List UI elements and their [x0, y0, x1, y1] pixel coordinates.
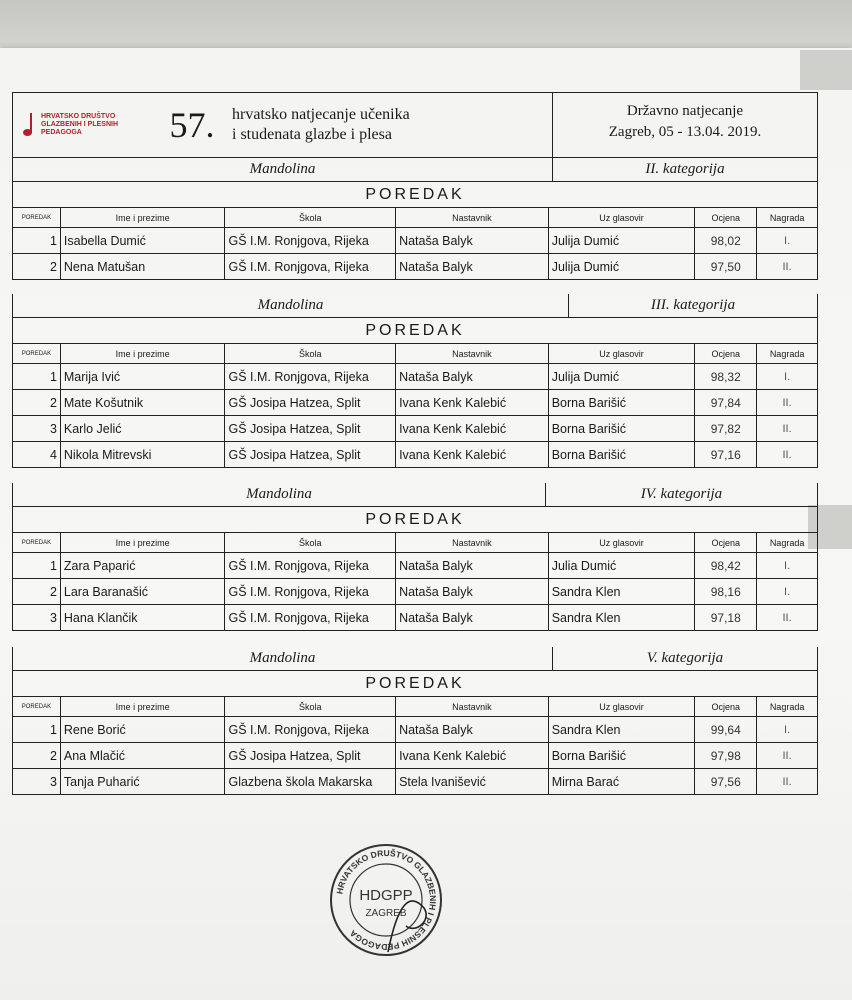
column-header-award: Nagrada	[769, 348, 805, 359]
column-header-teacher: Nastavnik	[396, 533, 549, 552]
instrument-name: Mandolina	[13, 158, 553, 181]
poredak-heading: POREDAK	[365, 321, 465, 339]
grade-cell: 98,32	[695, 364, 757, 389]
award-cell: I.	[784, 559, 791, 572]
result-row	[12, 390, 818, 416]
category-label: III. kategorija	[650, 297, 736, 313]
title-line: hrvatsko natjecanje učenika	[232, 106, 410, 123]
school-cell: GŠ I.M. Ronjgova, Rijeka	[225, 228, 396, 253]
competition-title	[226, 105, 410, 145]
name-cell: Isabella Dumić	[61, 228, 226, 253]
rank-cell: 3	[13, 416, 61, 441]
accompanist-cell: Borna Barišić	[549, 416, 696, 441]
column-header-teacher: Nastavnik	[396, 697, 549, 716]
name-cell: Nena Matušan	[61, 254, 226, 279]
section-instrument-row	[12, 647, 818, 671]
stamp-center-bottom: ZAGREB	[365, 908, 407, 919]
event-place-date: Zagreb, 05 - 13.04. 2019.	[608, 124, 762, 140]
instrument-name: Mandolina	[13, 294, 569, 317]
result-row	[12, 228, 818, 254]
grade-cell: 99,64	[695, 717, 757, 742]
column-header-award: Nagrada	[769, 537, 805, 548]
instrument-name: Mandolina	[13, 647, 553, 670]
name-cell: Nikola Mitrevski	[61, 442, 226, 467]
teacher-cell: Ivana Kenk Kalebić	[396, 743, 549, 768]
accompanist-cell: Mirna Barać	[549, 769, 696, 794]
teacher-cell: Nataša Balyk	[396, 254, 549, 279]
result-row	[12, 717, 818, 743]
name-cell: Rene Borić	[61, 717, 226, 742]
result-row	[12, 743, 818, 769]
column-header-award: Nagrada	[769, 701, 805, 712]
grade-cell: 97,84	[695, 390, 757, 415]
rank-cell: 2	[13, 743, 61, 768]
poredak-heading: POREDAK	[365, 510, 465, 528]
name-cell: Hana Klančik	[61, 605, 226, 630]
rank-cell: 2	[13, 579, 61, 604]
competition-number: 57.	[169, 105, 215, 145]
result-row	[12, 442, 818, 468]
logo-line: HRVATSKO DRUŠTVO	[41, 113, 116, 120]
teacher-cell: Nataša Balyk	[396, 579, 549, 604]
music-note-icon	[21, 111, 37, 139]
grade-cell: 97,98	[695, 743, 757, 768]
column-header-accompanist: Uz glasovir	[549, 697, 696, 716]
award-cell: II.	[782, 448, 792, 461]
section-instrument-row	[12, 483, 818, 507]
grade-cell: 97,56	[695, 769, 757, 794]
section-instrument-row	[12, 294, 818, 318]
school-cell: GŠ I.M. Ronjgova, Rijeka	[225, 605, 396, 630]
award-cell: II.	[782, 749, 792, 762]
accompanist-cell: Borna Barišić	[549, 390, 696, 415]
name-cell: Mate Košutnik	[61, 390, 226, 415]
column-header-poredak: POREDAK	[13, 533, 61, 552]
column-header-row	[12, 208, 818, 228]
school-cell: GŠ I.M. Ronjgova, Rijeka	[225, 717, 396, 742]
column-header-grade: Ocjena	[695, 208, 757, 227]
header-left	[13, 93, 553, 157]
school-cell: GŠ I.M. Ronjgova, Rijeka	[225, 553, 396, 578]
category-label: V. kategorija	[646, 650, 724, 666]
document-header	[12, 92, 818, 158]
teacher-cell: Stela Ivanišević	[396, 769, 549, 794]
result-row	[12, 553, 818, 579]
column-header-name: Ime i prezime	[61, 208, 226, 227]
result-row	[12, 769, 818, 795]
title-line: i studenata glazbe i plesa	[232, 126, 392, 143]
award-cell: II.	[782, 260, 792, 273]
column-header-poredak: POREDAK	[13, 208, 61, 227]
column-header-poredak: POREDAK	[13, 344, 61, 363]
column-header-name: Ime i prezime	[61, 533, 226, 552]
rank-cell: 2	[13, 390, 61, 415]
column-header-school: Škola	[225, 697, 396, 716]
category-label: IV. kategorija	[640, 486, 723, 502]
grade-cell: 97,50	[695, 254, 757, 279]
school-cell: GŠ I.M. Ronjgova, Rijeka	[225, 364, 396, 389]
accompanist-cell: Julija Dumić	[549, 228, 696, 253]
school-cell: GŠ Josipa Hatzea, Split	[225, 416, 396, 441]
grade-cell: 98,02	[695, 228, 757, 253]
result-row	[12, 605, 818, 631]
name-cell: Zara Paparić	[61, 553, 226, 578]
poredak-row	[12, 507, 818, 533]
result-row	[12, 416, 818, 442]
award-cell: II.	[782, 396, 792, 409]
award-cell: II.	[782, 775, 792, 788]
rank-cell: 1	[13, 364, 61, 389]
poredak-heading: POREDAK	[365, 674, 465, 692]
award-cell: II.	[782, 611, 792, 624]
rank-cell: 2	[13, 254, 61, 279]
column-header-poredak: POREDAK	[13, 697, 61, 716]
column-header-teacher: Nastavnik	[396, 208, 549, 227]
column-header-award: Nagrada	[769, 212, 805, 223]
column-header-row	[12, 344, 818, 364]
accompanist-cell: Sandra Klen	[549, 717, 696, 742]
column-header-school: Škola	[225, 208, 396, 227]
award-cell: I.	[784, 234, 791, 247]
stamp-ring-text: HRVATSKO DRUŠTVO GLAZBENIH I PLESNIH PEDAGOGA	[334, 847, 439, 953]
teacher-cell: Nataša Balyk	[396, 364, 549, 389]
poredak-row	[12, 671, 818, 697]
teacher-cell: Ivana Kenk Kalebić	[396, 416, 549, 441]
official-stamp	[328, 842, 444, 958]
result-row	[12, 364, 818, 390]
category-label: II. kategorija	[645, 161, 725, 177]
teacher-cell: Nataša Balyk	[396, 228, 549, 253]
rank-cell: 3	[13, 769, 61, 794]
teacher-cell: Nataša Balyk	[396, 553, 549, 578]
rank-cell: 4	[13, 442, 61, 467]
logo-line: PEDAGOGA	[41, 129, 82, 136]
accompanist-cell: Sandra Klen	[549, 579, 696, 604]
column-header-teacher: Nastavnik	[396, 344, 549, 363]
event-name: Državno natjecanje	[626, 103, 744, 119]
column-header-grade: Ocjena	[695, 533, 757, 552]
grade-cell: 97,16	[695, 442, 757, 467]
column-header-row	[12, 533, 818, 553]
school-cell: Glazbena škola Makarska	[225, 769, 396, 794]
section-instrument-row	[12, 158, 818, 182]
poredak-row	[12, 182, 818, 208]
teacher-cell: Nataša Balyk	[396, 605, 549, 630]
rank-cell: 3	[13, 605, 61, 630]
award-cell: I.	[784, 585, 791, 598]
grade-cell: 97,82	[695, 416, 757, 441]
school-cell: GŠ I.M. Ronjgova, Rijeka	[225, 254, 396, 279]
name-cell: Ana Mlačić	[61, 743, 226, 768]
poredak-heading: POREDAK	[365, 185, 465, 203]
accompanist-cell: Sandra Klen	[549, 605, 696, 630]
award-cell: I.	[784, 370, 791, 383]
column-header-school: Škola	[225, 533, 396, 552]
teacher-cell: Ivana Kenk Kalebić	[396, 442, 549, 467]
award-cell: I.	[784, 723, 791, 736]
poredak-row	[12, 318, 818, 344]
school-cell: GŠ Josipa Hatzea, Split	[225, 743, 396, 768]
column-header-row	[12, 697, 818, 717]
rank-cell: 1	[13, 717, 61, 742]
event-info	[553, 93, 817, 157]
teacher-cell: Ivana Kenk Kalebić	[396, 390, 549, 415]
name-cell: Karlo Jelić	[61, 416, 226, 441]
grade-cell: 98,42	[695, 553, 757, 578]
rank-cell: 1	[13, 553, 61, 578]
grade-cell: 97,18	[695, 605, 757, 630]
accompanist-cell: Julija Dumić	[549, 364, 696, 389]
award-cell: II.	[782, 422, 792, 435]
teacher-cell: Nataša Balyk	[396, 717, 549, 742]
school-cell: GŠ Josipa Hatzea, Split	[225, 390, 396, 415]
name-cell: Marija Ivić	[61, 364, 226, 389]
column-header-accompanist: Uz glasovir	[549, 533, 696, 552]
accompanist-cell: Borna Barišić	[549, 743, 696, 768]
accompanist-cell: Julija Dumić	[549, 254, 696, 279]
hdgpp-logo	[13, 111, 158, 139]
accompanist-cell: Borna Barišić	[549, 442, 696, 467]
result-row	[12, 579, 818, 605]
column-header-grade: Ocjena	[695, 697, 757, 716]
column-header-grade: Ocjena	[695, 344, 757, 363]
instrument-name: Mandolina	[13, 483, 546, 506]
logo-line: GLAZBENIH I PLESNIH	[41, 121, 119, 128]
result-row	[12, 254, 818, 280]
tape-top-right	[800, 50, 852, 90]
school-cell: GŠ Josipa Hatzea, Split	[225, 442, 396, 467]
accompanist-cell: Julia Dumić	[549, 553, 696, 578]
school-cell: GŠ I.M. Ronjgova, Rijeka	[225, 579, 396, 604]
grade-cell: 98,16	[695, 579, 757, 604]
name-cell: Lara Baranašić	[61, 579, 226, 604]
logo-text	[41, 113, 118, 137]
column-header-accompanist: Uz glasovir	[549, 208, 696, 227]
column-header-accompanist: Uz glasovir	[549, 344, 696, 363]
column-header-name: Ime i prezime	[61, 344, 226, 363]
column-header-name: Ime i prezime	[61, 697, 226, 716]
column-header-school: Škola	[225, 344, 396, 363]
stamp-center-top: HDGPP	[359, 887, 413, 904]
name-cell: Tanja Puharić	[61, 769, 226, 794]
rank-cell: 1	[13, 228, 61, 253]
